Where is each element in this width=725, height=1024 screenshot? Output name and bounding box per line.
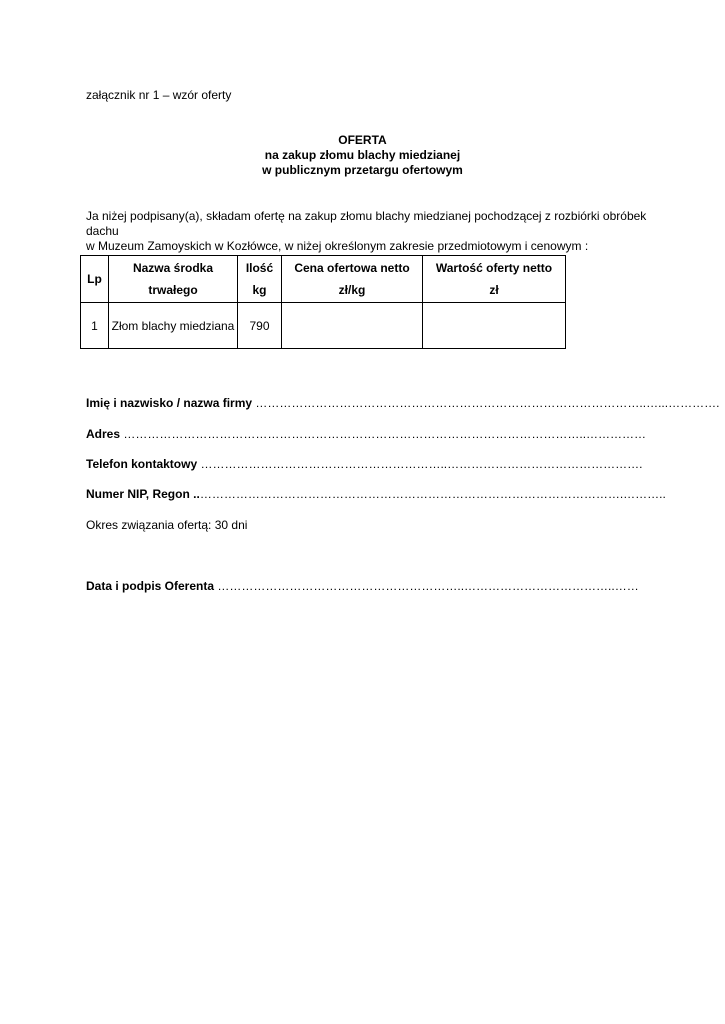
intro-paragraph [86,209,656,254]
signature-field[interactable] [86,579,639,593]
table-header-row [81,256,566,303]
header-lp: Lp [81,256,109,303]
cell-name: Złom blachy miedziana [109,303,238,349]
intro-line-2: w Muzeum Zamoyskich w Kozłówce, w niżej określonym zakresie przedmiotowym i cenowym : [86,239,589,253]
table-row [81,303,566,349]
document-title [0,133,725,178]
cell-lp: 1 [81,303,109,349]
cell-price[interactable] [282,303,423,349]
signature-dots[interactable]: ……………………………………………………..………………………………..…… [217,579,639,593]
address-dots[interactable]: ……………………………………………………………………………………………………..…………… [123,427,647,441]
validity-text: Okres związania ofertą: 30 dni [86,518,248,532]
nip-label: Numer NIP, Regon .. [86,487,200,501]
phone-dots[interactable]: ……………………………………………………..…………………………………………. [200,457,643,471]
cell-value[interactable] [423,303,566,349]
intro-line-1: Ja niżej podpisany(a), składam ofertę na zakup złomu blachy miedzianej pochodzącej z rozbiórki obróbek dachu [86,209,647,238]
name-dots[interactable]: ……………………………………………………………………………………..…...…………. [255,396,720,410]
nip-field[interactable] [86,487,666,501]
address-label: Adres [86,427,121,441]
signature-label: Data i podpis Oferenta [86,579,215,593]
name-field[interactable] [86,396,719,410]
title-line-3: w publicznym przetargu ofertowym [262,163,463,177]
cell-qty: 790 [238,303,282,349]
address-field[interactable] [86,427,646,441]
phone-label: Telefon kontaktowy [86,457,198,471]
title-line-2: na zakup złomu blachy miedzianej [264,148,461,162]
header-price: Cena ofertowa netto zł/kg [282,256,423,303]
name-label: Imię i nazwisko / nazwa firmy [86,396,253,410]
annex-label: załącznik nr 1 – wzór oferty [86,88,232,102]
header-qty: Ilość kg [238,256,282,303]
offer-table [80,255,566,349]
header-value: Wartość oferty netto zł [423,256,566,303]
title-line-1: OFERTA [338,133,387,147]
phone-field[interactable] [86,457,642,471]
header-name: Nazwa środka trwałego [109,256,238,303]
nip-dots[interactable]: …………………………………………………………………………………………….……….. [199,487,666,501]
